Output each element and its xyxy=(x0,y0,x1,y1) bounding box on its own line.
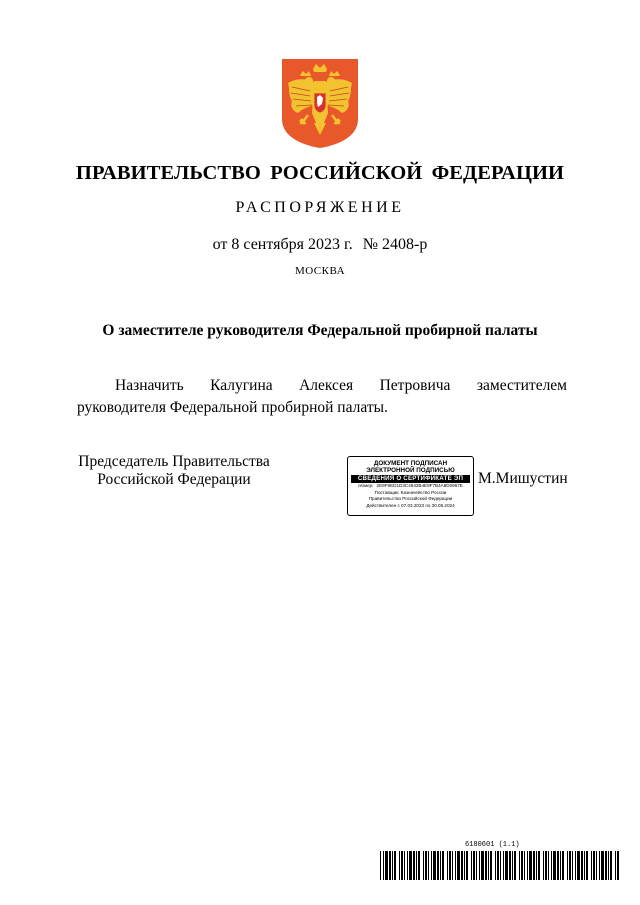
stamp-number-value: 2E9F9ED1D3C4942B4E9F7B4A8D0967E xyxy=(376,483,463,488)
city-label: МОСКВА xyxy=(294,265,346,277)
electronic-signature-stamp xyxy=(347,456,474,516)
stamp-number-label: Номер: xyxy=(358,483,374,488)
stamp-validity: Действителен с 07.03.2023 по 30.05.2024 xyxy=(366,502,455,508)
document-subject: О заместителе руководителя Федеральной пробирной палаты xyxy=(102,322,538,339)
signer-title xyxy=(74,453,274,489)
signer-title-line2: Российской Федерации xyxy=(97,471,251,488)
stamp-number-row xyxy=(348,483,473,490)
document-date: от 8 сентября 2023 г. xyxy=(212,236,353,253)
stamp-owner: Правительство Российской Федерации xyxy=(368,496,453,502)
document-body: Назначить Калугина Алексея Петровича заместителем руководителя Федеральной пробирной палаты. xyxy=(77,377,567,416)
document-date-number xyxy=(0,236,640,254)
stamp-line1: ДОКУМЕНТ ПОДПИСАН xyxy=(373,460,448,467)
document-type: РАСПОРЯЖЕНИЕ xyxy=(235,199,405,216)
stamp-supplier: Поставщик: Казначейство России xyxy=(374,489,447,495)
barcode xyxy=(380,851,622,880)
document-number: № 2408-р xyxy=(362,236,428,253)
page-code: 6180601 (1.1) xyxy=(465,841,520,849)
signer-title-line1: Председатель Правительства xyxy=(78,453,270,470)
signer-name: М.Мишустин xyxy=(478,470,568,487)
government-title: ПРАВИТЕЛЬСТВО РОССИЙСКОЙ ФЕДЕРАЦИИ xyxy=(75,162,565,184)
russian-coat-of-arms-emblem xyxy=(280,57,360,149)
stamp-certificate-heading: СВЕДЕНИЯ О СЕРТИФИКАТЕ ЭП xyxy=(351,475,470,483)
stamp-line2: ЭЛЕКТРОННОЙ ПОДПИСЬЮ xyxy=(366,467,455,474)
